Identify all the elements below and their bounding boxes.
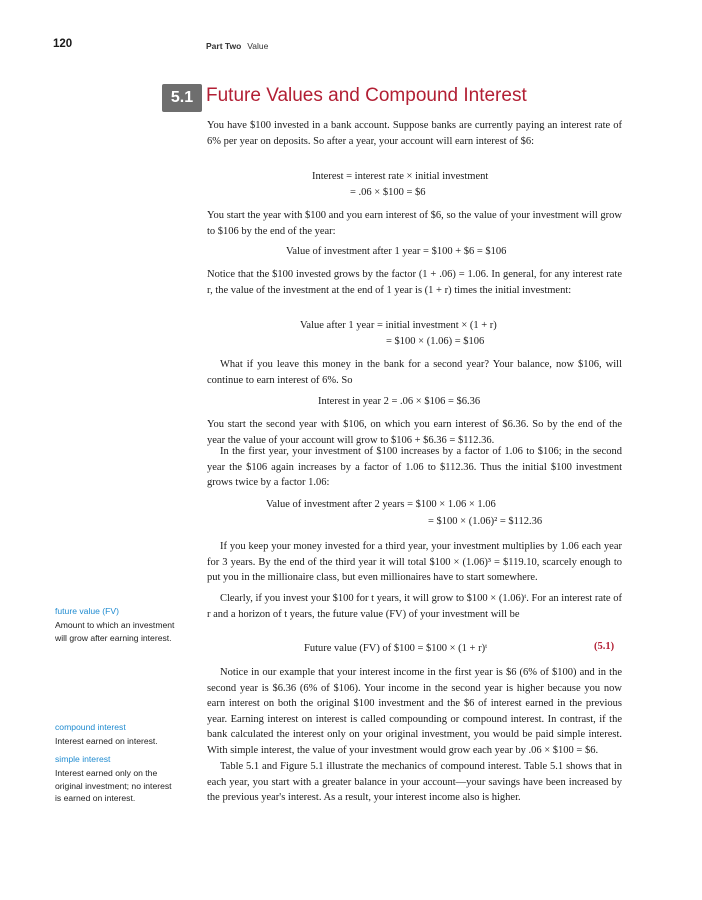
equation-interest-result: = .06 × $100 = $6 [350,187,426,198]
equation-interest: Interest = interest rate × initial investment [312,171,489,182]
paragraph-5: You start the second year with $106, on which you earn interest of $6.36. So by the end of the year the value of your account will grow to $106 + $6.36 = $112.36. [207,419,622,446]
equation-interest-year-2: Interest in year 2 = .06 × $106 = $6.36 [318,396,481,407]
paragraph-2: You start the year with $100 and you earn interest of $6, so the value of your investment will grow to $106 by the end of the year: [207,210,622,237]
part-title: Value [247,41,269,51]
paragraph-9: Notice in our example that your interest income in the first year is $6 (6% of $100) and in the second year is $6.36 (6% of $106). Your income in the second year is higher because you now earn interest on both the original $100 investment and the $6 of interest earned in the previous year. Earning interest on interest is called compounding or compound interest. In contrast, if the bank calculated the interest only on your original investment, you would be paid simple interest. With simple interest, the value of your investment would grow each year by .06 × $100 = $6. [207,667,622,756]
equation-value-after-1-year-result: = $100 × (1.06) = $106 [386,336,485,347]
paragraph-8: Clearly, if you invest your $100 for t years, it will grow to $100 × (1.06)ᵗ. For an interest rate of r and a horizon of t years, the future value (FV) of your investment will be [207,593,622,620]
margin-term-future-value: future value (FV) [55,606,119,616]
equation-number: (5.1) [594,641,615,652]
margin-def-compound-interest: Interest earned on interest. [55,736,158,746]
paragraph-1: You have $100 invested in a bank account. Suppose banks are currently paying an interest rate of 6% per year on deposits. So after a year, your account will earn interest of $6: [207,120,622,147]
paragraph-4: What if you leave this money in the bank for a second year? Your balance, now $106, will continue to earn interest of 6%. So [207,359,622,386]
equation-value-after-1-year: Value after 1 year = initial investment × (1 + r) [300,320,497,331]
paragraph-10: Table 5.1 and Figure 5.1 illustrate the mechanics of compound interest. Table 5.1 shows that in each year, you start with a greater balance in your account—your savings have been increased by the previous year's interest. As a result, your interest income also is higher. [207,761,622,804]
equation-value-1-year: Value of investment after 1 year = $100 + $6 = $106 [286,246,507,257]
margin-def-simple-interest: Interest earned only on the original investment; no interest is earned on interest. [55,768,172,804]
margin-term-simple-interest: simple interest [55,754,111,764]
part-label: Part Two [206,41,242,51]
paragraph-3: Notice that the $100 invested grows by the factor (1 + .06) = 1.06. In general, for any interest rate r, the value of the investment at the end of 1 year is (1 + r) times the initial investment: [207,269,622,296]
margin-def-future-value: Amount to which an investment will grow after earning interest. [55,620,175,643]
equation-value-2-years-result: = $100 × (1.06)² = $112.36 [428,516,543,527]
running-header [206,41,268,51]
section-title: Future Values and Compound Interest [206,85,527,106]
equation-future-value: Future value (FV) of $100 = $100 × (1 + r)ᵗ [304,643,488,654]
equation-value-2-years: Value of investment after 2 years = $100 × 1.06 × 1.06 [266,499,496,510]
page-number: 120 [53,38,73,50]
paragraph-7: If you keep your money invested for a third year, your investment multiplies by 1.06 each year for 3 years. By the end of the third year it will total $100 × (1.06)³ = $119.10, scarcely enough to put you in the millionaire class, but even millionaires have to start somewhere. [207,541,622,584]
paragraph-6: In the first year, your investment of $100 increases by a factor of 1.06 to $106; in the second year the $106 again increases by a factor of 1.06 to $112.36. Thus the initial $100 investment grows twice by a factor 1.06: [207,446,622,489]
section-number-badge: 5.1 [162,84,202,112]
margin-term-compound-interest: compound interest [55,722,126,732]
